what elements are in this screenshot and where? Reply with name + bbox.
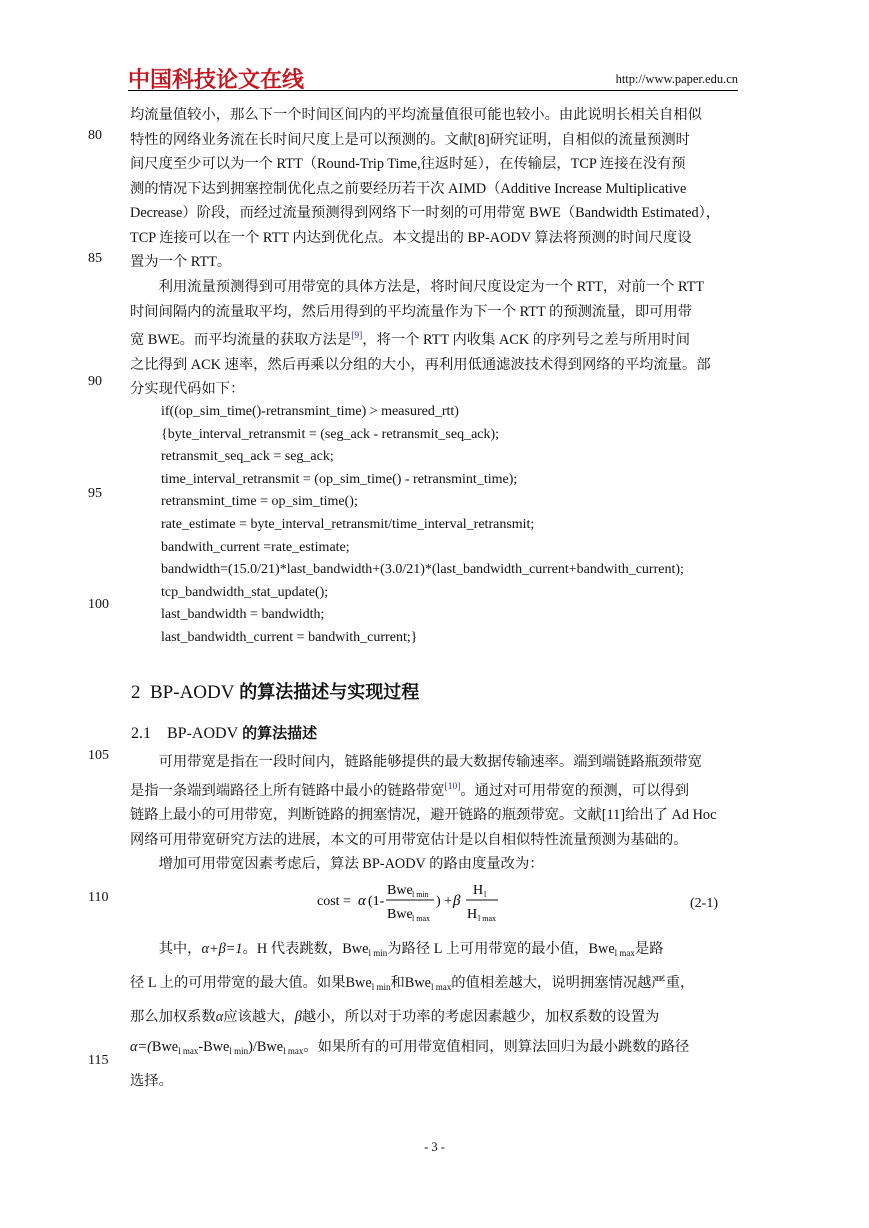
body-paragraph bbox=[130, 750, 738, 877]
text-line: 间尺度至少可以为一个 RTT（Round-Trip Time,往返时延），在传输层，TCP 连接在没有预 bbox=[130, 156, 686, 172]
eq-num: Bwe bbox=[387, 883, 413, 898]
header-rule bbox=[128, 90, 738, 91]
text-line: 分实现代码如下： bbox=[130, 381, 245, 397]
header-url[interactable]: http://www.paper.edu.cn bbox=[615, 72, 738, 86]
citation-ref[interactable]: [10] bbox=[444, 781, 461, 792]
eq-h-den-sub: l max bbox=[478, 914, 496, 923]
eq-h-num-sub: l bbox=[484, 890, 487, 899]
page-number: - 3 - bbox=[424, 1140, 445, 1154]
code-line: bandwidth=(15.0/21)*last_bandwidth+(3.0/21)*(last_bandwidth_current+bandwith_current); bbox=[161, 562, 684, 578]
eq-num-sub: l min bbox=[412, 890, 429, 899]
eq-open: (1- bbox=[368, 894, 385, 909]
text-line: 测的情况下达到拥塞控制优化点之前要经历若干次 AIMD（Additive Increase Multiplicative bbox=[130, 180, 687, 197]
text-line: 均流量值较小，那么下一个时间区间内的平均流量值很可能也较小。由此说明长相关自相似 bbox=[130, 107, 702, 123]
line-number: 90 bbox=[88, 374, 102, 389]
text-line: 之比得到 ACK 速率，然后再乘以分组的大小，再利用低通滤波技术得到网络的平均流量。部 bbox=[130, 356, 711, 373]
text-line: 特性的网络业务流在长时间尺度上是可以预测的。文献[8]研究证明，自相似的流量预测时 bbox=[130, 131, 690, 148]
text-line: 那么加权系数α应该越大，β越小，所以对于功率的考虑因素越少，加权系数的设置为 bbox=[130, 1009, 660, 1025]
text-line: 径 L 上的可用带宽的最大值。如果Bwe$_{l min}$和Bwe$_{l max}$的值相差越大，说明拥塞情况越严重， bbox=[130, 975, 695, 992]
eq-den: Bwe bbox=[387, 907, 413, 922]
eq-h-num: H bbox=[473, 883, 484, 898]
body-paragraph bbox=[130, 275, 738, 402]
text-line: 网络可用带宽研究方法的进展，本文的可用带宽估计是以自相似特性流量预测为基础的。 bbox=[130, 831, 688, 848]
line-number: 110 bbox=[88, 890, 109, 905]
text-line: 可用带宽是指在一段时间内，链路能够提供的最大数据传输速率。端到端链路瓶颈带宽 bbox=[130, 754, 702, 770]
text-line: TCP 连接可以在一个 RTT 内达到优化点。本文提出的 BP-AODV 算法将预测的时间尺度设 bbox=[130, 229, 692, 246]
code-line: tcp_bandwidth_stat_update(); bbox=[161, 584, 329, 600]
body-paragraph bbox=[130, 934, 738, 1096]
code-line: last_bandwidth = bandwidth; bbox=[161, 607, 325, 623]
text-line: 置为一个 RTT。 bbox=[130, 254, 232, 270]
line-number: 115 bbox=[88, 1053, 109, 1068]
eq-den-sub: l max bbox=[412, 914, 430, 923]
citation-ref[interactable]: [9] bbox=[351, 331, 363, 341]
eq-close: ) + bbox=[436, 894, 453, 909]
code-line: retransmint_time = op_sim_time(); bbox=[161, 494, 358, 510]
code-line: retransmit_seq_ack = seg_ack; bbox=[161, 449, 334, 465]
body-paragraph bbox=[130, 103, 738, 275]
eq-h-den: H bbox=[467, 907, 478, 922]
text-line: 是指一条端到端路径上所有链路中最小的链路带宽[10]。通过对可用带宽的预测，可以得到 bbox=[130, 781, 690, 799]
eq-lhs: cost = bbox=[317, 894, 351, 909]
equation-number: (2-1) bbox=[690, 896, 718, 911]
text-line: 其中，α+β=1。H 代表跳数，Bwe$_{l min}$为路径 L 上可用带宽的最小值，Bwe$_{l max}$是路 bbox=[130, 941, 664, 958]
text-line: Decrease）阶段，而经过流量预测得到网络下一时刻的可用带宽 BWE（Bandwidth Estimated）， bbox=[130, 205, 721, 221]
code-line: rate_estimate = byte_interval_retransmit/time_interval_retransmit; bbox=[161, 516, 535, 532]
text-line: 时间间隔内的流量取平均，然后用得到的平均流量作为下一个 RTT 的预测流量，即可用带 bbox=[130, 303, 693, 320]
text-line: 利用流量预测得到可用带宽的具体方法是，将时间尺度设定为一个 RTT，对前一个 RTT bbox=[130, 279, 705, 295]
code-line: if((op_sim_time()-retransmint_time) > measured_rtt) bbox=[161, 404, 459, 419]
code-line: last_bandwidth_current = bandwith_current;} bbox=[161, 629, 418, 645]
line-number: 85 bbox=[88, 251, 102, 266]
code-line: bandwith_current =rate_estimate; bbox=[161, 539, 350, 555]
paper-logo: 中国科技论文在线 bbox=[128, 68, 305, 93]
text-line: 链路上最小的可用带宽，判断链路的拥塞情况，避开链路的瓶颈带宽。文献[11]给出了 Ad Hoc bbox=[130, 807, 717, 823]
subsection-heading: 2.1 BP-AODV 的算法描述 bbox=[131, 724, 318, 742]
eq-beta: β bbox=[453, 893, 461, 909]
line-number: 100 bbox=[88, 597, 109, 612]
equation bbox=[315, 872, 515, 932]
text-line: 增加可用带宽因素考虑后，算法 BP-AODV 的路由度量改为： bbox=[130, 856, 544, 872]
equation-svg bbox=[315, 872, 515, 932]
code-line: {byte_interval_retransmit = (seg_ack - retransmit_seq_ack); bbox=[161, 426, 500, 442]
line-number: 105 bbox=[88, 748, 109, 763]
section-heading: 2 BP-AODV 的算法描述与实现过程 bbox=[131, 682, 420, 703]
text-line: 宽 BWE。而平均流量的获取方法是[9]，将一个 RTT 内收集 ACK 的序列号之差与所用时间 bbox=[130, 331, 690, 348]
eq-alpha: α bbox=[358, 893, 366, 909]
text-line: α=(Bwe$_{l max}$-Bwe$_{l min}$)/Bwe$_{l max}$。如果所有的可用带宽值相同，则算法回归为最小跳数的路径 bbox=[130, 1039, 690, 1056]
line-number: 95 bbox=[88, 486, 102, 501]
text-line: 选择。 bbox=[130, 1073, 173, 1089]
line-number: 80 bbox=[88, 128, 102, 143]
code-block bbox=[161, 401, 684, 650]
code-line: time_interval_retransmit = (op_sim_time() - retransmint_time); bbox=[161, 471, 518, 487]
